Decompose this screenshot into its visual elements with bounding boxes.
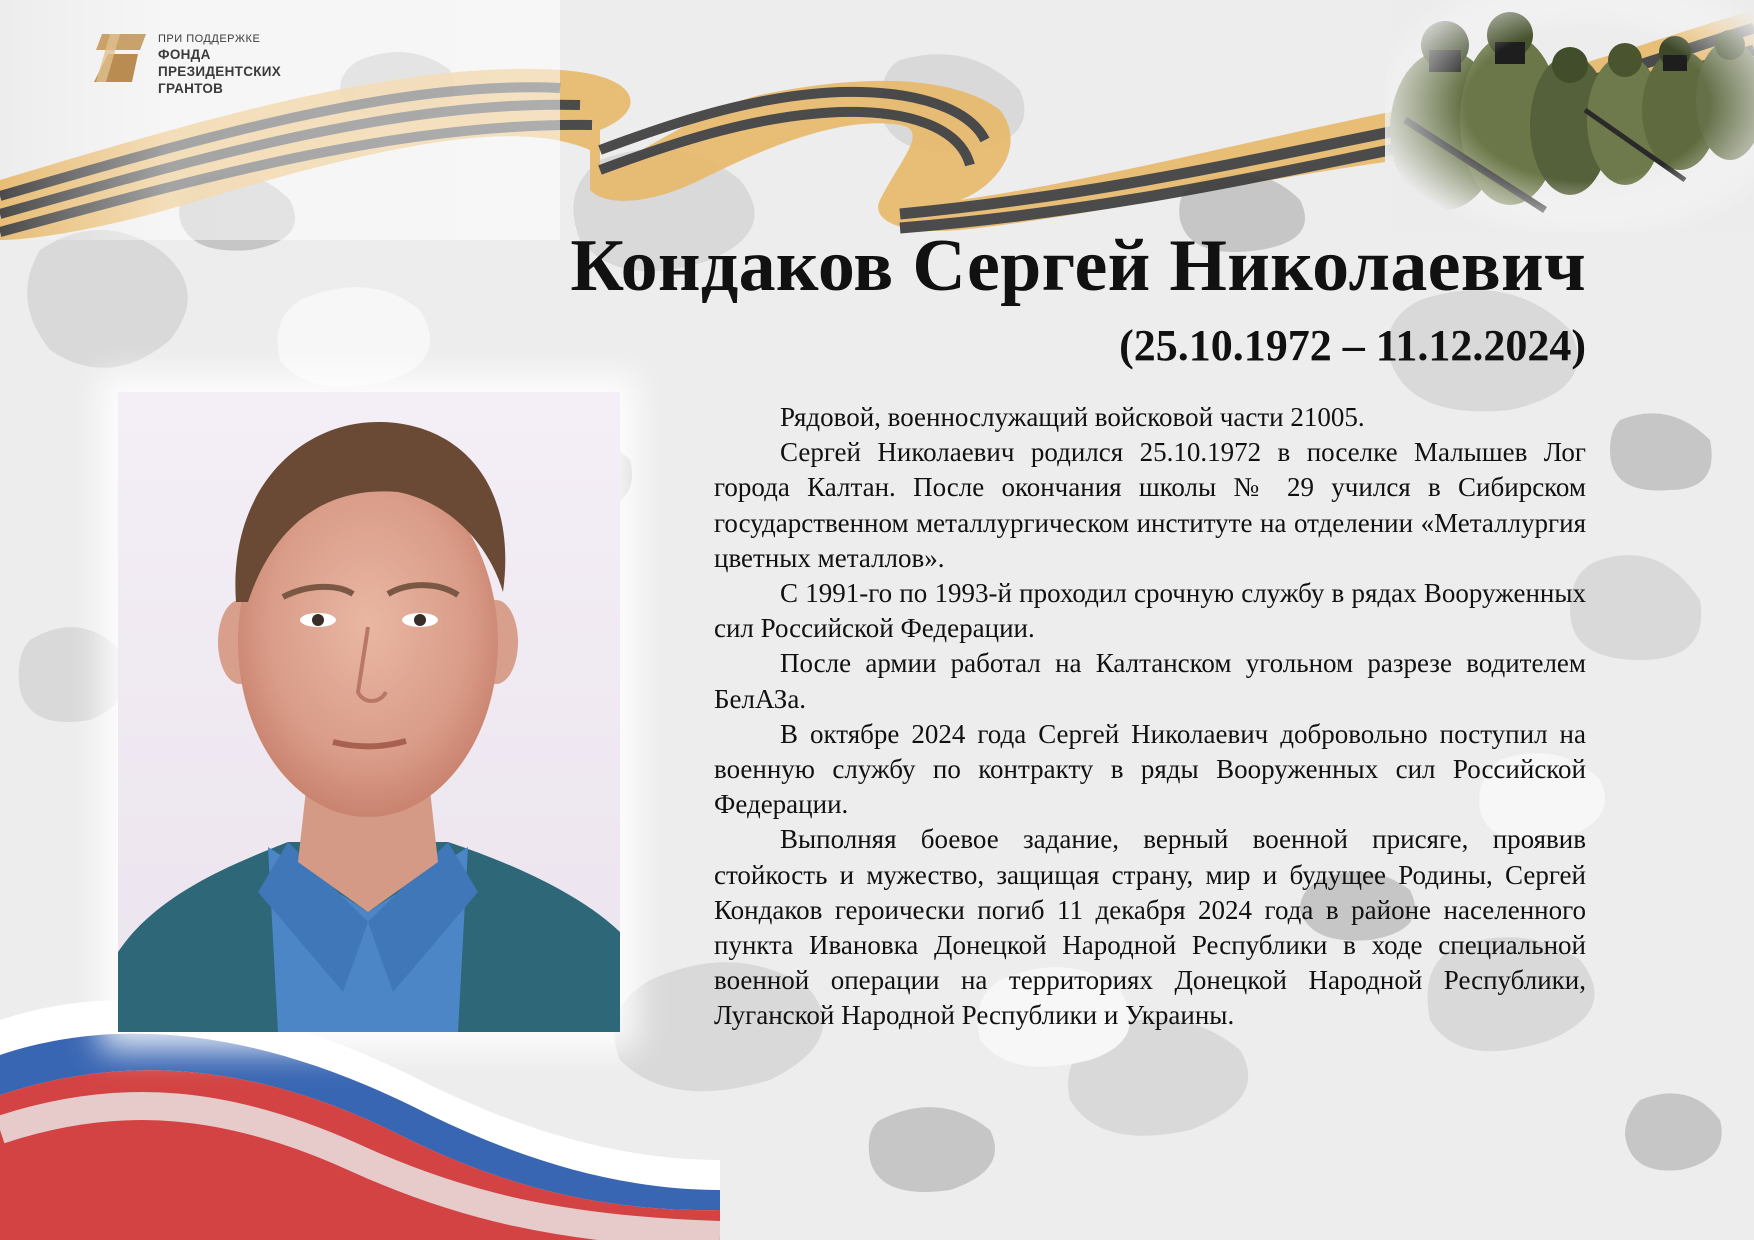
portrait-photo (118, 392, 620, 1032)
bio-paragraph: Выполняя боевое задание, верный военной присяге, проявив стойкость и мужество, защищая страну, мир и будущее Родины, Сергей Кондаков героически погиб 11 декабря 2024 года в районе населенного пункта Ивановка Донецкой Народной Республики в ходе специальной военной операции на территориях Донецкой Народной Республики, Луганской Народной Республики и Украины. (714, 824, 1586, 1031)
soldiers-illustration (1385, 0, 1754, 232)
presidential-grants-logo-icon (90, 30, 148, 86)
logo-line-grants: ГРАНТОВ (158, 81, 224, 96)
biography (714, 400, 1586, 1034)
bio-paragraph: После армии работал на Калтанском угольном разрезе водителем БелАЗа. (714, 648, 1586, 714)
portrait-image (118, 392, 620, 1032)
logo-line-fund: ФОНДА (158, 47, 211, 62)
logo-line-presidential: ПРЕЗИДЕНТСКИХ (158, 64, 282, 79)
logo-text (158, 32, 281, 97)
bio-paragraph: В октябре 2024 года Сергей Николаевич добровольно поступил на военную службу по контракту в ряды Вооруженных сил Российской Федерации. (714, 718, 1586, 820)
presidential-grants-logo (90, 30, 330, 110)
person-dates: (25.10.1972 – 11.12.2024) (1119, 321, 1586, 370)
logo-line-support: ПРИ ПОДДЕРЖКЕ (158, 33, 261, 45)
bio-paragraph: С 1991-го по 1993-й проходил срочную службу в рядах Вооруженных сил Российской Федерации. (714, 578, 1586, 644)
person-name: Кондаков Сергей Николаевич (570, 225, 1586, 307)
bio-paragraph: Рядовой, военнослужащий войсковой части 21005. (780, 402, 1365, 432)
bio-paragraph: Сергей Николаевич родился 25.10.1972 в поселке Малышев Лог города Калтан. После окончания школы № 29 учился в Сибирском государственном металлургическом институте на отделении «Металлургия цветных металлов». (714, 437, 1586, 573)
